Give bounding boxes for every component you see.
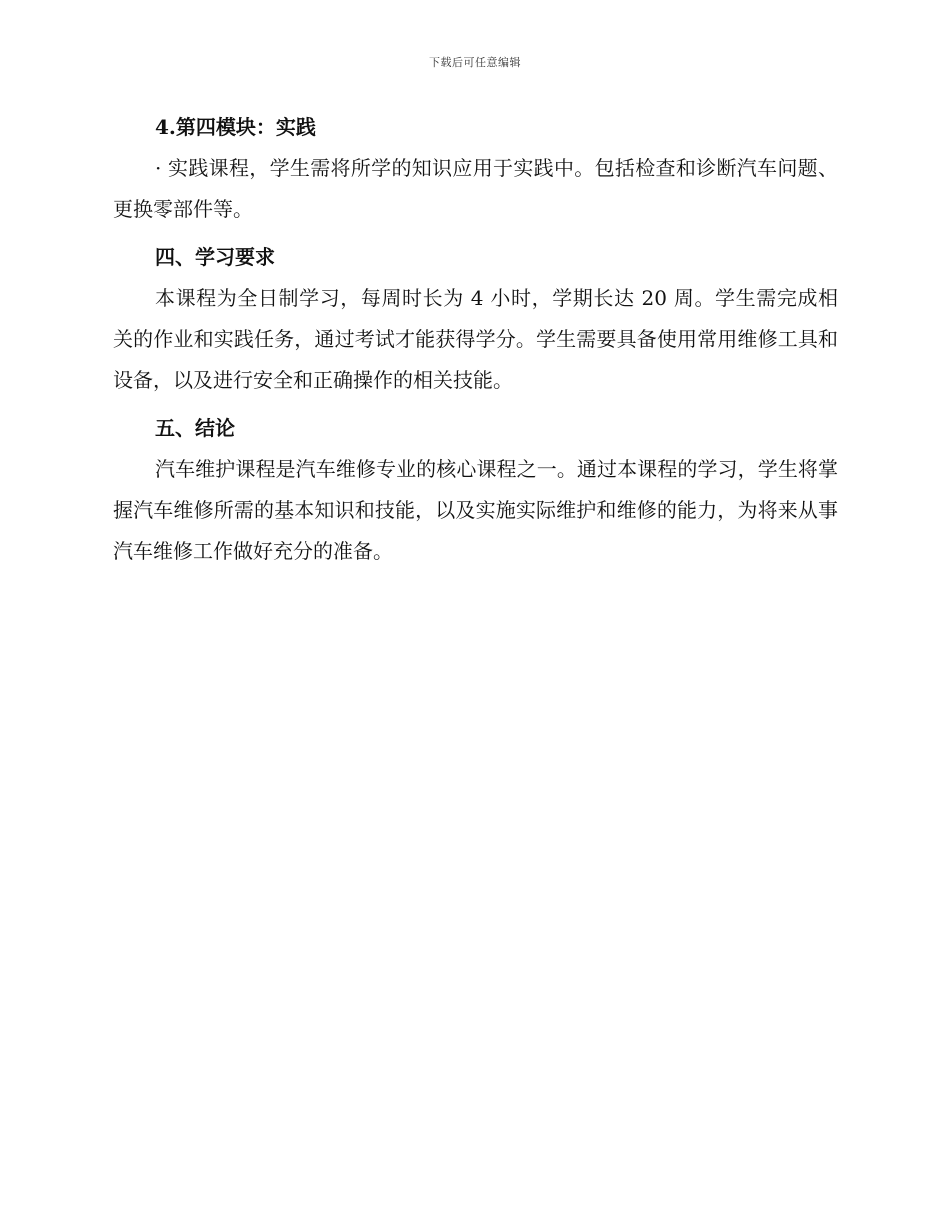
section-heading-conclusion: 五、结论 [155, 416, 235, 440]
document-body [113, 110, 838, 572]
section-heading-study-requirements: 四、学习要求 [155, 245, 275, 269]
section-paragraph-study-requirements: 本课程为全日制学习，每周时长为 4 小时，学期长达 20 周。学生需完成相关的作业和实践任务，通过考试才能获得学分。学生需要具备使用常用维修工具和设备，以及进行安全和正确操作的相关技能。 [113, 286, 838, 392]
section-paragraph-conclusion: 汽车维护课程是汽车维修专业的核心课程之一。通过本课程的学习，学生将掌握汽车维修所需的基本知识和技能，以及实施实际维护和维修的能力，为将来从事汽车维修工作做好充分的准备。 [113, 457, 838, 563]
section-paragraph-module-four: · 实践课程，学生需将所学的知识应用于实践中。包括检查和诊断汽车问题、更换零部件等。 [113, 156, 838, 221]
page-header: 下载后可任意编辑 [429, 56, 521, 69]
section-heading-module-four: 4.第四模块：实践 [155, 115, 316, 139]
